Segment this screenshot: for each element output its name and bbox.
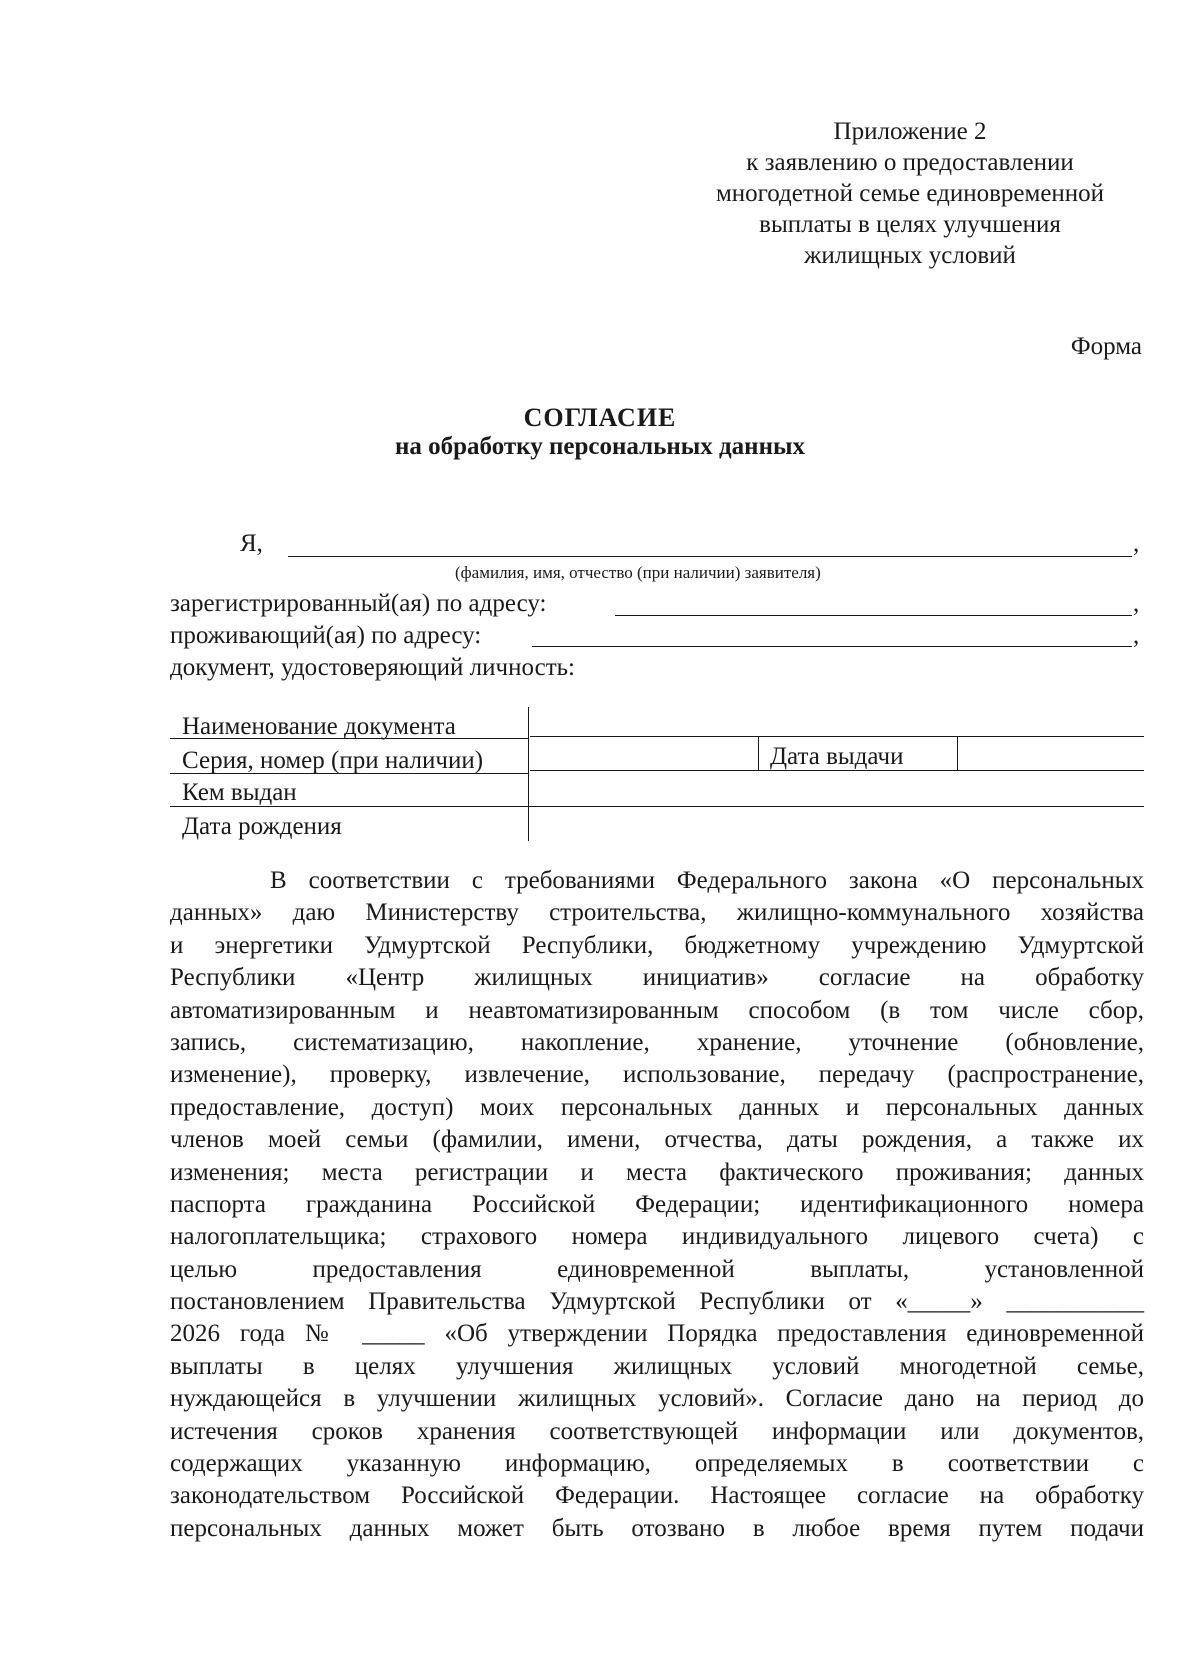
appendix-line: выплаты в целях улучшения	[759, 211, 1061, 238]
consent-line: запись, систематизацию, накопление, хранение, уточнение (обновление,	[170, 1028, 1144, 1056]
table-divider	[758, 737, 759, 771]
consent-line: членов моей семьи (фамилии, имени, отчества, даты рождения, а также их	[170, 1126, 1144, 1154]
consent-line: и энергетики Удмуртской Республики, бюджетному учреждению Удмуртской	[170, 931, 1144, 959]
row-label-document-name: Наименование документа	[182, 713, 456, 740]
table-rule	[170, 773, 528, 774]
consent-line: выплаты в целях улучшения жилищных условий многодетной семье,	[170, 1352, 1144, 1380]
consent-line: изменения; места регистрации и места фактического проживания; данных	[170, 1158, 1144, 1186]
registered-address-fill-line[interactable]	[615, 615, 1132, 616]
appendix-line: жилищных условий	[804, 242, 1016, 269]
consent-line: 2026 года № _____ «Об утверждении Порядка предоставления единовременной	[170, 1320, 1144, 1348]
consent-line: паспорта гражданина Российской Федерации; идентификационного номера	[170, 1190, 1144, 1218]
table-rule	[530, 770, 1144, 771]
living-address-label: проживающий(ая) по адресу:	[170, 622, 482, 649]
issue-date-label: Дата выдачи	[770, 743, 904, 770]
consent-line: целью предоставления единовременной выплаты, установленной	[170, 1255, 1144, 1283]
registered-address-label: зарегистрированный(ая) по адресу:	[170, 590, 547, 617]
consent-line: автоматизированным и неавтоматизированным способом (в том числе сбор,	[170, 996, 1144, 1024]
series-number-field[interactable]	[532, 740, 756, 770]
comma: ,	[1133, 622, 1140, 649]
form-label: Форма	[1070, 333, 1142, 360]
consent-line: данных» даю Министерству строительства, жилищно-коммунального хозяйства	[170, 899, 1144, 927]
issue-date-field[interactable]	[960, 740, 1142, 770]
consent-line: предоставление, доступ) моих персональных данных и персональных данных	[170, 1093, 1144, 1121]
document-subtitle: на обработку персональных данных	[395, 433, 805, 460]
appendix-line: многодетной семье единовременной	[715, 180, 1105, 207]
table-rule	[170, 806, 1144, 807]
issued-by-field[interactable]	[532, 775, 1142, 805]
appendix-header	[680, 116, 1140, 271]
row-label-birth-date: Дата рождения	[182, 813, 342, 840]
comma: ,	[1133, 590, 1140, 617]
table-rule	[530, 736, 1144, 737]
table-divider	[957, 737, 958, 771]
comma: ,	[1133, 530, 1140, 557]
consent-line: персональных данных может быть отозвано в любое время путем подачи	[170, 1514, 1144, 1542]
consent-text	[170, 865, 1144, 1545]
row-label-issued-by: Кем выдан	[182, 779, 297, 806]
appendix-line: к заявлению о предоставлении	[746, 149, 1074, 176]
appendix-line: Приложение 2	[833, 118, 987, 145]
id-document-label: документ, удостоверяющий личность:	[170, 654, 575, 681]
consent-line: содержащих указанную информацию, определяемых в соответствии с	[170, 1450, 1144, 1478]
consent-line: постановлением Правительства Удмуртской Республики от «_____» ___________	[170, 1288, 1144, 1316]
i-label: Я,	[240, 530, 263, 557]
consent-line: изменение), проверку, извлечение, использование, передачу (распространение,	[170, 1061, 1144, 1089]
consent-line: истечения сроков хранения соответствующей информации или документов,	[170, 1417, 1144, 1445]
table-divider	[528, 707, 529, 841]
name-fill-line[interactable]	[288, 556, 1132, 557]
document-name-field[interactable]	[532, 708, 1142, 736]
consent-line: налогоплательщика; страхового номера индивидуального лицевого счета) с	[170, 1223, 1144, 1251]
consent-line: законодательством Российской Федерации. Настоящее согласие на обработку	[170, 1482, 1144, 1510]
document-title: СОГЛАСИЕ	[523, 403, 677, 432]
consent-line: В соответствии с требованиями Федерального закона «О персональных	[270, 867, 1144, 894]
birth-date-field[interactable]	[532, 808, 1142, 840]
name-caption: (фамилия, имя, отчество (при наличии) заявителя)	[455, 563, 821, 582]
consent-line: Республики «Центр жилищных инициатив» согласие на обработку	[170, 964, 1144, 992]
living-address-fill-line[interactable]	[532, 646, 1132, 647]
table-rule	[170, 738, 528, 739]
consent-line: нуждающейся в улучшении жилищных условий». Согласие дано на период до	[170, 1385, 1144, 1413]
row-label-series-number: Серия, номер (при наличии)	[182, 747, 484, 774]
